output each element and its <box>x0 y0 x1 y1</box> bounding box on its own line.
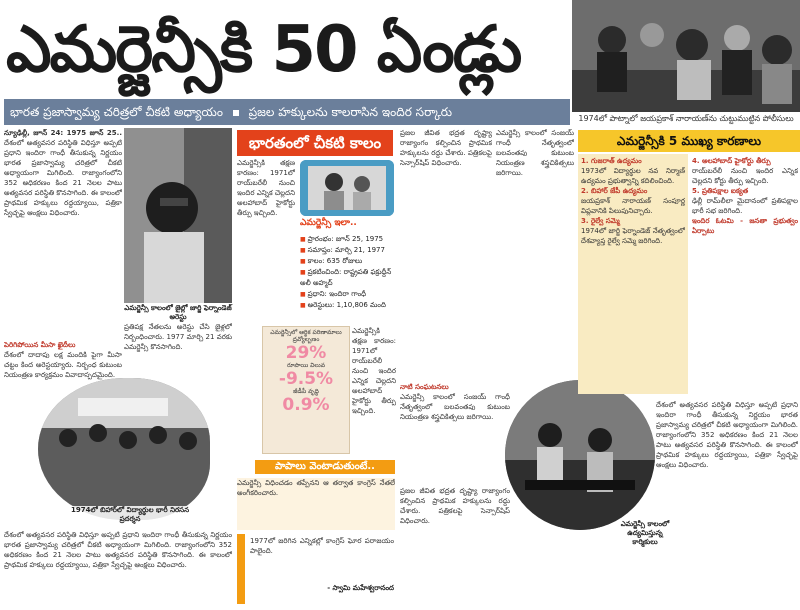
protest-caption: 1974లో బిహార్‌లో విద్యార్థుల భారీ నిరసన ప్రదర్శన <box>70 506 190 528</box>
middle-body-1: ప్రజల జీవిత భద్రత దృష్ట్యా రాజ్యాంగం కల్పించిన ప్రాథమిక హక్కులను రద్దు చేశారు. పత్రికలపై సెన్సార్‌షిప్ విధించారు. <box>400 129 492 167</box>
dateline: న్యూఢిల్లీ, జూన్ 24: 1975 జూన్ 25.. <box>4 129 122 137</box>
left-body-2: ప్రతిపక్ష నేతలను అరెస్టు చేసి జైళ్లలో నిర్బంధించారు. 1977 మార్చి 21 వరకు ఎమర్జెన్సీ కొనసాగింది. <box>124 323 232 351</box>
reasons-right <box>692 156 798 392</box>
timeline-item: ■ అరెస్టులు: 1,10,806 మంది <box>300 300 394 311</box>
workers-photo <box>505 380 655 530</box>
stat-label: జీడీపీ వృద్ధి <box>293 388 319 395</box>
reasons-header: ఎమర్జెన్సీకి 5 ముఖ్య కారణాలు <box>578 130 800 152</box>
timeline-item: ■ ప్రకటించింది: రాష్ట్రపతి ఫక్రుద్దీన్ అలీ అహ్మద్ <box>300 267 394 289</box>
reason-title: 5. ప్రతిపక్షాల ఐక్యత <box>692 187 749 195</box>
quote-text: 1977లో జరిగిన ఎన్నికల్లో కాంగ్రెస్ ఘోర పరాజయం పాలైంది. <box>250 537 394 555</box>
reason-text: 1974లో జార్జి ఫెర్నాండెజ్ నేతృత్వంలో దేశవ్యాప్త రైల్వే సమ్మె జరిగింది. <box>581 227 685 245</box>
sins-header: పాపాలు వెంటాడుతుంటే.. <box>255 460 395 474</box>
center-box-header: భారతంలో చీకటి కాలం <box>237 130 393 156</box>
reason-text: 1973లో విద్యార్థుల నవ నిర్మాణ్ ఉద్యమం ప్రభుత్వాన్ని కదిలించింది. <box>581 167 685 185</box>
stat-label: ద్రవ్యోల్బణం <box>292 336 320 343</box>
middle-body-2-wrap <box>400 382 510 482</box>
reason-title: 2. బిహార్ జేపీ ఉద్యమం <box>581 187 648 195</box>
left-bottom-text <box>4 530 232 608</box>
quote-accent-bar <box>237 534 245 604</box>
deck-strip <box>4 99 570 125</box>
left-story-text <box>4 128 122 338</box>
economic-stats-box <box>262 326 350 454</box>
page-title: ఎమర్జెన్సీకి 50 ఏండ్లు <box>6 13 521 87</box>
timeline-item: ■ ప్రారంభం: జూన్ 25, 1975 <box>300 234 394 245</box>
top-photo <box>572 0 800 112</box>
fernandes-photo <box>124 128 232 303</box>
quote-author: - స్వామి మహేశ్వరానంద <box>327 584 394 592</box>
reasons-left <box>581 156 685 392</box>
top-photo-caption: 1974లో పాట్నాలో జయప్రకాశ్ నారాయణ్‌ను చుట్టుముట్టిన పోలీసులు <box>578 114 794 123</box>
timeline-item: ■ ప్రధాని: ఇందిరా గాంధీ <box>300 289 394 300</box>
reason-title: 3. రైల్వే సమ్మె <box>581 217 620 225</box>
timeline-title: ఎమర్జెన్సీ ఇలా.. <box>300 218 357 228</box>
deck-right: ప్రజల హక్కులను కాలరాసిన ఇందిర సర్కారు <box>248 105 453 119</box>
middle-body-1b: ఎమర్జెన్సీ కాలంలో సంజయ్ గాంధీ నేతృత్వంలో బలవంతపు కుటుంబ నియంత్రణ శస్త్రచికిత్సలు జరిగాయి. <box>496 129 574 177</box>
deck-left: భారత ప్రజాస్వామ్య చరిత్రలో చీకటి అధ్యాయం <box>10 105 223 119</box>
workers-caption: ఎమర్జెన్సీ కాలంలో ఉద్యమిస్తున్న కార్మికులు <box>620 520 670 546</box>
middle-body-3: ప్రజల జీవిత భద్రత దృష్ట్యా రాజ్యాంగం కల్పించిన ప్రాథమిక హక్కులను రద్దు చేశారు. పత్రికలపై సెన్సార్‌షిప్ విధించారు. <box>400 487 510 525</box>
stat-value: 0.9% <box>282 395 330 415</box>
reason-text: రాయ్‌బరేలీ నుంచి ఇందిర ఎన్నిక చెల్లదని కోర్టు తీర్పు ఇచ్చింది. <box>692 167 798 185</box>
center-intro: ఎమర్జెన్సీకి తక్షణ కారణం: 1971లో రాయ్‌బరేలీ నుంచి ఇందిర ఎన్నిక చెల్లదని అలహాబాద్ హైకోర్టు తీర్పు ఇచ్చింది. <box>237 159 295 217</box>
left-body-1: దేశంలో అత్యవసర పరిస్థితి విధిస్తూ అప్పటి ప్రధాని ఇందిరా గాంధీ తీసుకున్న నిర్ణయం భారత ప్రజాస్వామ్య చరిత్రలో చీకటి అధ్యాయంగా మిగిలింది. రాజ్యాంగంలోని 352 అధికరణం కింద 21 నెలల పాటు అత్యవసర పరిస్థితి కొనసాగింది. ఈ కాలంలో ప్రాథమిక హక్కులు రద్దయ్యాయి, పత్రికా స్వేచ్ఛపై ఆంక్షలు విధించారు. <box>4 139 122 217</box>
left-subhead: పెరిగిపోయిన మీసా ఖైదీలు <box>4 341 76 349</box>
left-body-3: దేశంలో దాదాపు లక్ష మందికి పైగా మీసా చట్టం కింద అరెస్టయ్యారు. నిర్బంధ కుటుంబ నియంత్రణ కార్యక్రమం వివాదాస్పదమైంది. <box>4 351 122 379</box>
left-body-repeat: దేశంలో అత్యవసర పరిస్థితి విధిస్తూ అప్పటి ప్రధాని ఇందిరా గాంధీ తీసుకున్న నిర్ణయం భారత ప్రజాస్వామ్య చరిత్రలో చీకటి అధ్యాయంగా మిగిలింది. రాజ్యాంగంలోని 352 అధికరణం కింద 21 నెలల పాటు అత్యవసర పరిస్థితి కొనసాగింది. ఈ కాలంలో ప్రాథమిక హక్కులు రద్దయ్యాయి, పత్రికా స్వేచ్ఛపై ఆంక్షలు విధించారు. <box>4 531 232 569</box>
indira-photo <box>300 160 394 216</box>
fernandes-caption: ఎమర్జెన్సీ కాలంలో జైల్లో జార్జి ఫెర్నాండెజ్ అరెస్టు <box>124 304 232 321</box>
middle-body-2: ఎమర్జెన్సీ కాలంలో సంజయ్ గాంధీ నేతృత్వంలో బలవంతపు కుటుంబ నియంత్రణ శస్త్రచికిత్సలు జరిగాయి. <box>400 393 510 421</box>
reason-text: ఢిల్లీ రామ్‌లీలా మైదానంలో ప్రతిపక్షాల భారీ సభ జరిగింది. <box>692 197 798 215</box>
protest-photo <box>38 378 210 520</box>
reason-title: 4. అలహాబాద్ హైకోర్టు తీర్పు <box>692 157 771 165</box>
right-bottom-text: దేశంలో అత్యవసర పరిస్థితి విధిస్తూ అప్పటి ప్రధాని ఇందిరా గాంధీ తీసుకున్న నిర్ణయం భారత ప్రజాస్వామ్య చరిత్రలో చీకటి అధ్యాయంగా మిగిలింది. రాజ్యాంగంలోని 352 అధికరణం కింద 21 నెలల పాటు అత్యవసర పరిస్థితి కొనసాగింది. ఈ కాలంలో ప్రాథమిక హక్కులు రద్దయ్యాయి, పత్రికా స్వేచ్ఛపై ఆంక్షలు విధించారు. <box>656 401 798 469</box>
stat-value: -9.5% <box>278 369 334 389</box>
reasons-footer: ఇందిర ఓటమి - జనతా ప్రభుత్వం ఏర్పాటు <box>692 217 798 235</box>
stats-header: ఎమర్జెన్సీలో ఆర్థిక పరిణామాలు <box>270 329 342 336</box>
timeline-item: ■ సమాప్తం: మార్చి 21, 1977 <box>300 245 394 256</box>
left-body-2b <box>4 340 122 380</box>
sins-body: ఎమర్జెన్సీ విధించడం తప్పేనని ఆ తర్వాత కాంగ్రెస్ నేతలే అంగీకరించారు. <box>237 478 395 530</box>
center-side-text: ఎమర్జెన్సీకి తక్షణ కారణం: 1971లో రాయ్‌బరేలీ నుంచి ఇందిర ఎన్నిక చెల్లదని అలహాబాద్ హైకోర్టు తీర్పు ఇచ్చింది. <box>352 327 396 415</box>
stat-value: 29% <box>285 343 327 363</box>
reason-title: 1. గుజరాత్ ఉద్యమం <box>581 157 642 165</box>
square-bullet-icon <box>233 110 239 116</box>
middle-subhead: నాటి సంఘటనలు <box>400 383 449 391</box>
reason-text: జయప్రకాశ్ నారాయణ్ సంపూర్ణ విప్లవానికి పిలుపునిచ్చారు. <box>581 197 685 215</box>
stat-label: రూపాయి విలువ <box>286 362 326 369</box>
reasons-box <box>578 154 688 394</box>
timeline-item: ■ కాలం: 635 రోజులు <box>300 256 394 267</box>
